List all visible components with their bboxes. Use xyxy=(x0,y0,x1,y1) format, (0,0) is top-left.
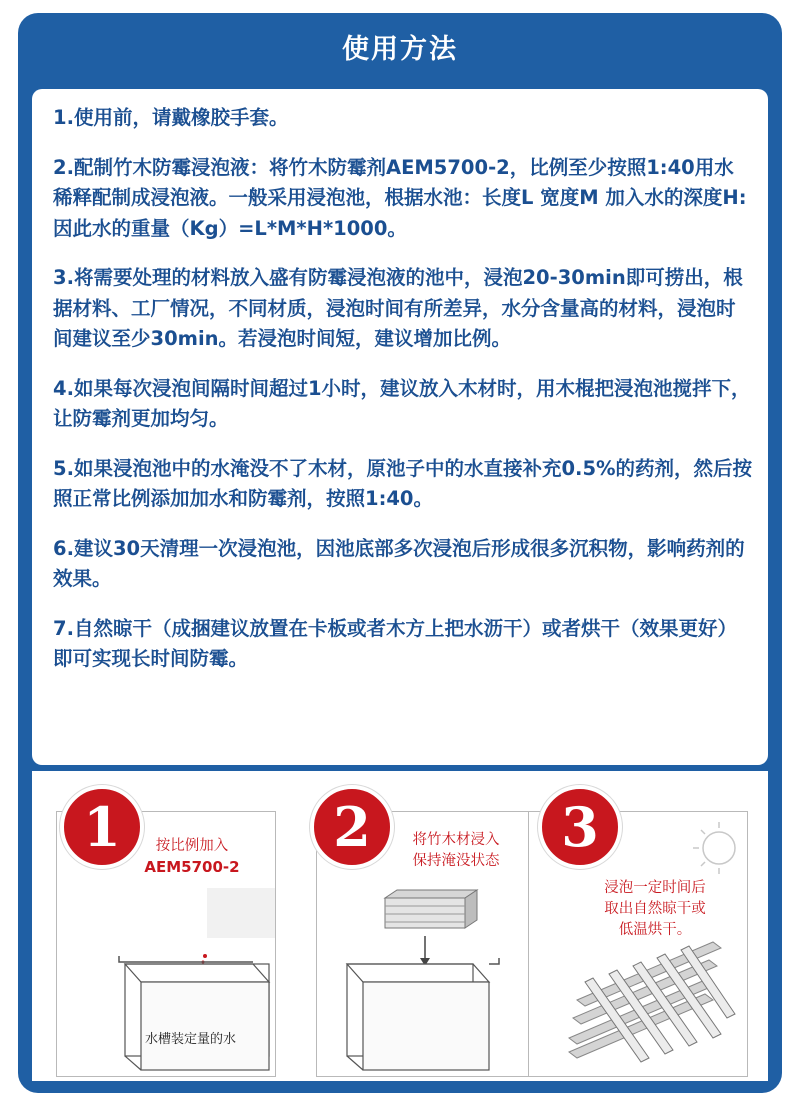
panel-3-caption: 浸泡一定时间后 取出自然晾干或 低温烘干。 xyxy=(604,880,706,938)
step-4: 4.如果每次浸泡间隔时间超过1小时，建议放入木材时，用木棍把浸泡池搅拌下，让防霉剂更加均匀。 xyxy=(53,376,751,430)
steps-list xyxy=(53,103,753,694)
step-3: 3.将需要处理的材料放入盛有防霉浸泡液的池中，浸泡20-30min即可捞出，根据材料、工厂情况，不同材质，浸泡时间有所差异，水分含量高的材料，浸泡时间建议至少30min。若浸泡时间短，建议增加比例。 xyxy=(53,266,743,350)
instructions-panel xyxy=(32,89,768,765)
step-6: 6.建议30天清理一次浸泡池，因池底部多次浸泡后形成很多沉积物，影响药剂的效果。 xyxy=(53,536,745,590)
step-1: 1.使用前，请戴橡胶手套。 xyxy=(53,106,289,129)
step-badge-1: 1 xyxy=(60,785,144,869)
step-badge-3: 3 xyxy=(538,785,622,869)
step-2: 2.配制竹木防霉浸泡液：将竹木防霉剂AEM5700-2，比例至少按照1:40用水稀释配制成浸泡液。一般采用浸泡池，根据水池：长度L 宽度M 加入水的深度H:因此水的重量（Kg）=L*M*H*1000。 xyxy=(53,155,747,240)
illustration-strip xyxy=(32,771,768,1081)
instruction-card xyxy=(18,13,782,1093)
panel-1-caption: 按比例加入 AEM5700-2 xyxy=(144,838,240,876)
step-5: 5.如果浸泡池中的水淹没不了木材，原池子中的水直接补充0.5%的药剂，然后按照正常比例添加加水和防霉剂，按照1:40。 xyxy=(53,456,753,510)
panel-2-caption: 将竹木材浸入 保持淹没状态 xyxy=(412,832,500,869)
step-7: 7.自然晾干（成捆建议放置在卡板或者木方上把水沥干）或者烘干（效果更好）即可实现长时间防霉。 xyxy=(53,616,737,670)
page-title: 使用方法 xyxy=(342,34,458,65)
step-badge-2: 2 xyxy=(310,785,394,869)
tank-label: 水槽装定量的水 xyxy=(145,1032,237,1047)
